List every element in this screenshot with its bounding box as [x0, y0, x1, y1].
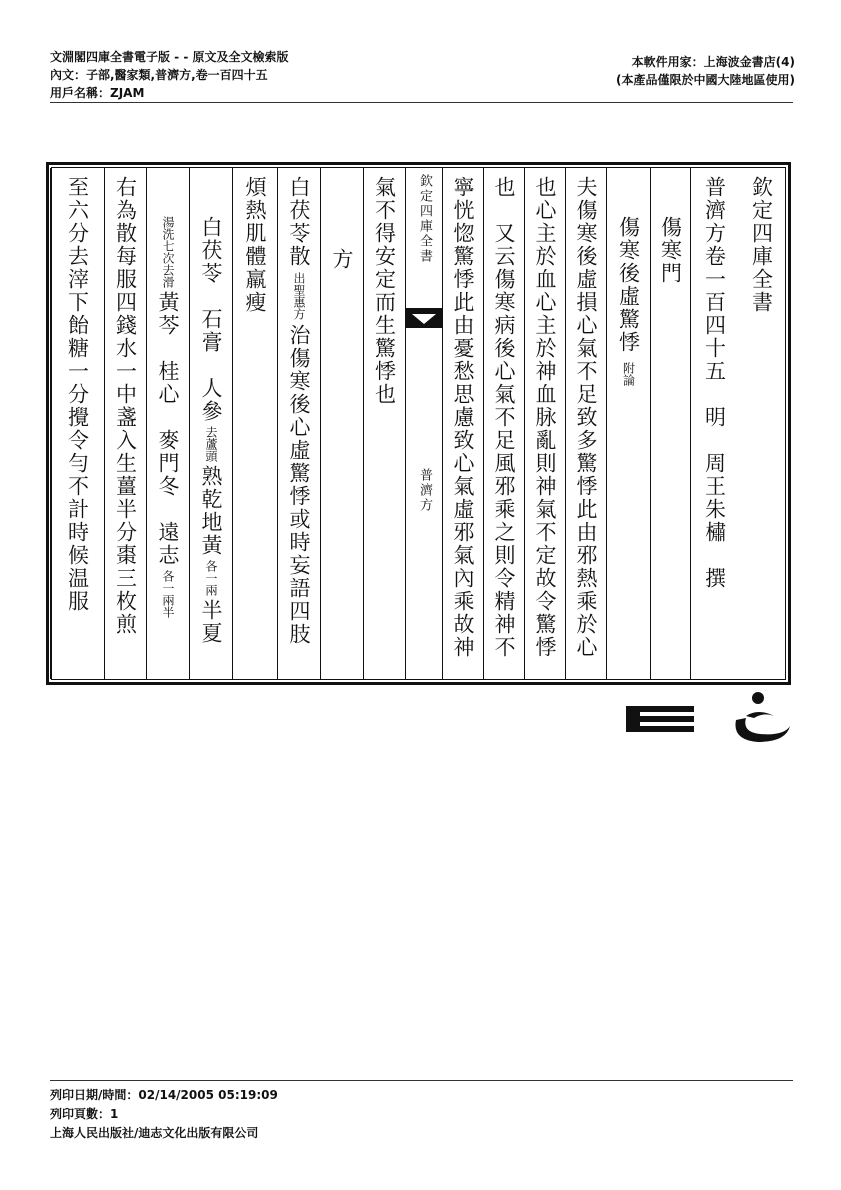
col-heading-fang: 方: [320, 168, 363, 679]
center-title: 普濟方: [417, 468, 432, 513]
col-prescription-name: 白茯苓散出聖惠方治傷寒後心虛驚悸或時妄語四肢: [277, 168, 320, 679]
col-text-8: 至六分去滓下飴糖一分攪令勻不計時候温服: [50, 168, 104, 679]
publisher-logo: [624, 690, 794, 750]
header-divider: [50, 102, 793, 103]
appendix-note: 附論: [621, 362, 636, 386]
col-text-7: 右為散每服四錢水一中盞入生薑半分棗三枚煎: [104, 168, 146, 679]
col-section: 傷寒門: [650, 168, 690, 679]
col-ingredients-1: 白茯苓 石膏 人參去蘆頭熟乾地黃各一兩半夏: [189, 168, 232, 679]
ginseng-note: 去蘆頭: [204, 426, 218, 462]
banxia-note: 湯洗七次去滑: [161, 216, 175, 288]
header-username: 用戶名稱：ZJAM: [50, 86, 145, 100]
header-region-notice: (本產品僅限於中國大陸地區使用): [616, 73, 795, 87]
col-text-6: 煩熱肌體羸瘦: [232, 168, 277, 679]
fishtail-marker: [406, 308, 442, 328]
dihuang-note: 各一兩: [204, 560, 218, 596]
logo-bars-icon: [626, 706, 694, 732]
yuanzhi-note: 各一兩半: [161, 570, 175, 618]
col-text-5: 氣不得安定而生驚悸也: [363, 168, 405, 679]
source-note: 出聖惠方: [292, 272, 306, 320]
col-ingredients-2: 湯洗七次去滑黃芩 桂心 麥門冬 遠志各一兩半: [146, 168, 189, 679]
print-page-count: 列印頁數：1: [50, 1107, 119, 1121]
col-book-title: 欽定四庫全書: [749, 176, 774, 314]
header-content-path: 內文：子部,醫家類,普濟方,卷一百四十五: [50, 68, 268, 82]
header-right: [616, 53, 795, 89]
publisher-credit: 上海人民出版社/迪志文化出版有限公司: [50, 1126, 259, 1140]
header-licensee: 本軟件用家：上海波金書店(4): [631, 55, 795, 69]
manuscript-columns: [51, 167, 786, 680]
col-text-4: 寧恍惚驚悸此由憂愁思慮致心氣虛邪氣內乘故神: [442, 168, 483, 679]
print-datetime: 列印日期/時間：02/14/2005 05:19:09: [50, 1088, 278, 1102]
col-center-margin: 欽定四庫全書 普濟方: [405, 168, 442, 679]
col-volume-title: 普濟方卷一百四十五 明 周王朱橚 撰: [690, 168, 738, 679]
col-subsection: 傷寒後虛驚悸附論: [606, 168, 650, 679]
col-text-2: 也心主於血心主於神血脉亂則神氣不定故令驚悸: [524, 168, 565, 679]
header-left: [50, 48, 289, 102]
logo-swirl-icon: [735, 692, 790, 742]
col-text-3: 也 又云傷寒病後心氣不足風邪乘之則令精神不: [483, 168, 524, 679]
footer: [50, 1086, 278, 1143]
footer-divider: [50, 1080, 793, 1081]
header-title: 文淵閣四庫全書電子版 - - 原文及全文檢索版: [50, 50, 289, 64]
manuscript-page: [46, 162, 791, 685]
col-text-1: 夫傷寒後虛損心氣不足致多驚悸此由邪熱乘於心: [565, 168, 606, 679]
